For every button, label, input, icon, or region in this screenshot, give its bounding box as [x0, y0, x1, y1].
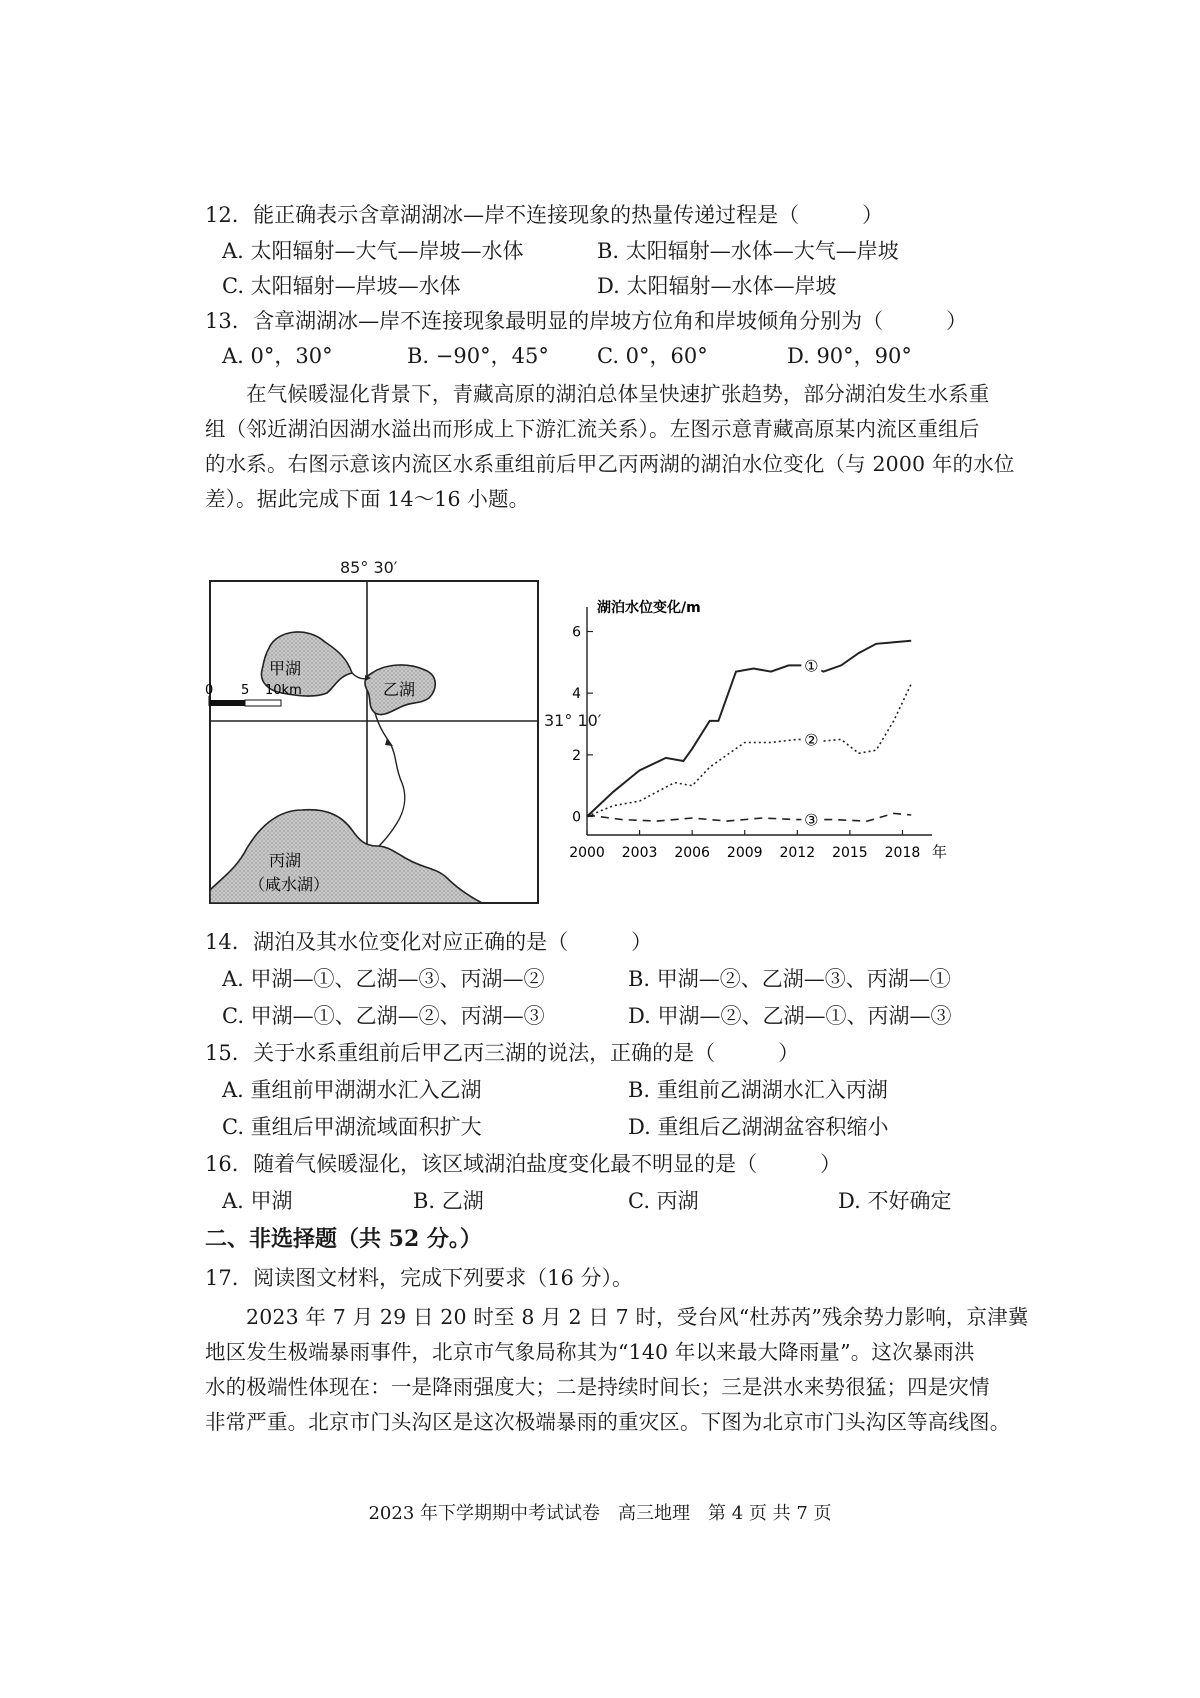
- q14-option-c[interactable]: C. 甲湖—①、乙湖—②、丙湖—③: [222, 1004, 545, 1028]
- q13-option-b[interactable]: B. −90°，45°: [407, 344, 549, 368]
- q16-option-c[interactable]: C. 丙湖: [628, 1189, 699, 1213]
- q13-option-d[interactable]: D. 90°，90°: [787, 344, 912, 368]
- question-number: 16.: [205, 1152, 239, 1176]
- x-tick-label: 2012: [779, 845, 816, 861]
- material-line: 的水系。右图示意该内流区水系重组前后甲乙丙两湖的湖泊水位变化（与 2000 年的水位: [205, 452, 1015, 476]
- q12-option-b[interactable]: B. 太阳辐射—水体—大气—岸坡: [597, 239, 899, 263]
- scale-label-10km: 10km: [265, 683, 302, 698]
- q12-option-a[interactable]: A. 太阳辐射—大气—岸坡—水体: [222, 239, 524, 263]
- q17-material-line: 水的极端性体现在：一是降雨强度大；二是持续时间长；三是洪水来势很猛；四是灾情: [205, 1375, 990, 1399]
- q12-option-d[interactable]: D. 太阳辐射—水体—岸坡: [597, 274, 837, 298]
- question-16: [205, 1154, 841, 1175]
- q14-option-d[interactable]: D. 甲湖—②、乙湖—①、丙湖—③: [628, 1004, 952, 1028]
- question-text: 关于水系重组前后甲乙丙三湖的说法，正确的是（ ）: [253, 1041, 800, 1065]
- series-line-3: [587, 813, 911, 821]
- arrow-icon: [385, 738, 393, 746]
- question-13: [205, 311, 967, 332]
- q14-option-a[interactable]: A. 甲湖—①、乙湖—③、丙湖—②: [222, 967, 545, 991]
- x-tick-label: 2018: [884, 845, 921, 861]
- x-tick-label: 2015: [832, 845, 868, 861]
- q16-option-d[interactable]: D. 不好确定: [838, 1189, 952, 1213]
- lake-jia-label: 甲湖: [269, 659, 302, 678]
- material-line: 差）。据此完成下面 14～16 小题。: [205, 487, 530, 511]
- q15-option-d[interactable]: D. 重组后乙湖湖盆容积缩小: [628, 1115, 889, 1139]
- section-title: 二、非选择题（共 52 分。）: [205, 1226, 482, 1252]
- q12-option-c[interactable]: C. 太阳辐射—岸坡—水体: [222, 274, 461, 298]
- question-number: 13.: [205, 309, 239, 333]
- q17-material-line: 地区发生极端暴雨事件，北京市气象局称其为“140 年以来最大降雨量”。这次暴雨洪: [205, 1340, 975, 1364]
- question-15: [205, 1043, 799, 1064]
- x-tick-label: 2003: [621, 845, 658, 861]
- lake-yi-label: 乙湖: [383, 680, 416, 699]
- q13-option-a[interactable]: A. 0°，30°: [222, 344, 333, 368]
- question-number: 14.: [205, 930, 239, 954]
- lake-bing-label: 丙湖: [269, 851, 302, 870]
- latitude-label: 31° 10′: [544, 711, 602, 730]
- q15-option-a[interactable]: A. 重组前甲湖湖水汇入乙湖: [222, 1078, 482, 1102]
- series-label-1: ①: [804, 656, 819, 676]
- lake-bing-note: （咸水湖）: [249, 875, 330, 894]
- q16-option-b[interactable]: B. 乙湖: [413, 1189, 484, 1213]
- q17-material-line: 2023 年 7 月 29 日 20 时至 8 月 2 日 7 时，受台风“杜苏芮”残余势力影响，京津冀: [246, 1305, 1029, 1329]
- y-tick-label: 0: [572, 809, 581, 826]
- scale-label-0: 0: [205, 683, 214, 698]
- scale-bar-white: [245, 700, 281, 706]
- material-line: 在气候暖湿化背景下，青藏高原的湖泊总体呈快速扩张趋势，部分湖泊发生水系重: [246, 382, 990, 406]
- question-number: 15.: [205, 1041, 239, 1065]
- question-text: 随着气候暖湿化，该区域湖泊盐度变化最不明显的是（ ）: [253, 1152, 842, 1176]
- x-tick-label: 2000: [569, 845, 605, 861]
- q15-option-b[interactable]: B. 重组前乙湖湖水汇入丙湖: [628, 1078, 888, 1102]
- scale-label-5: 5: [241, 683, 250, 698]
- question-number: 17.: [205, 1266, 239, 1290]
- question-17: [205, 1268, 633, 1289]
- question-12: [205, 205, 883, 226]
- question-number: 12.: [205, 203, 239, 227]
- q16-option-a[interactable]: A. 甲湖: [222, 1189, 293, 1213]
- x-unit-label: 年: [932, 843, 948, 861]
- lake-map: [207, 578, 557, 914]
- series-label-3: ③: [804, 810, 819, 830]
- question-text: 能正确表示含章湖湖冰—岸不连接现象的热量传递过程是（ ）: [253, 203, 884, 227]
- scale-bar-black: [209, 700, 245, 706]
- series-label-2: ②: [804, 730, 819, 750]
- q14-option-b[interactable]: B. 甲湖—②、乙湖—③、丙湖—①: [628, 967, 951, 991]
- series-line-2: [587, 684, 911, 817]
- question-14: [205, 932, 652, 953]
- x-tick-label: 2009: [726, 845, 763, 861]
- q17-material-line: 非常严重。北京市门头沟区是这次极端暴雨的重灾区。下图为北京市门头沟区等高线图。: [205, 1410, 1011, 1434]
- page-footer: 2023 年下学期期中考试试卷 高三地理 第 4 页 共 7 页: [368, 1503, 832, 1524]
- q15-option-c[interactable]: C. 重组后甲湖流域面积扩大: [222, 1115, 482, 1139]
- y-tick-label: 2: [572, 747, 581, 764]
- question-text: 阅读图文材料，完成下列要求（16 分）。: [253, 1266, 633, 1290]
- q13-option-c[interactable]: C. 0°，60°: [597, 344, 708, 368]
- series-line-1: [587, 641, 911, 817]
- y-axis-label: 湖泊水位变化/m: [597, 600, 701, 616]
- y-tick-label: 6: [572, 624, 581, 641]
- x-tick-label: 2006: [674, 845, 710, 861]
- longitude-label: 85° 30′: [340, 558, 398, 577]
- question-text: 湖泊及其水位变化对应正确的是（ ）: [253, 930, 653, 954]
- river-yi-bing: [375, 713, 405, 846]
- y-tick-label: 4: [572, 686, 581, 703]
- material-line: 组（邻近湖泊因湖水溢出而形成上下游汇流关系）。左图示意青藏高原某内流区重组后: [205, 417, 980, 441]
- question-text: 含章湖湖冰—岸不连接现象最明显的岸坡方位角和岸坡倾角分别为（ ）: [253, 309, 968, 333]
